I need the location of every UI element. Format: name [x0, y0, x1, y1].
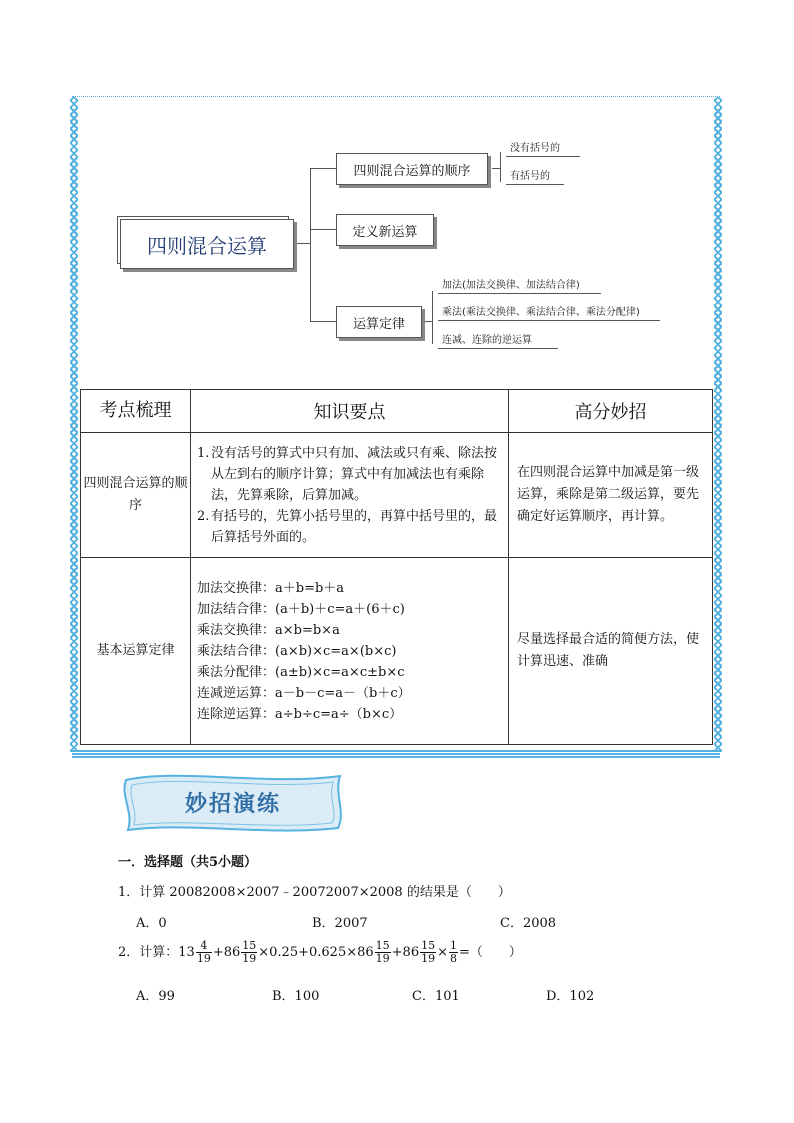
q2-option-d: D．102: [546, 989, 595, 1004]
row-tip: 在四则混合运算中加减是第一级运算，乘除是第二级运算，要先确定好运算顺序，再计算。: [509, 433, 713, 558]
header-points: 知识要点: [191, 390, 509, 433]
mindmap-leaf: 加法(加法交换律、加法结合律): [438, 276, 601, 294]
question-2-stem: 2．计算：13 $\frac{4}{19}$ +86 $\frac{15}{19}$ ×0.25+0.625×86 $\frac{15}{19}$ +86 $\frac{15}{19}$ × $\frac{1}{8}$ =（ ）: [118, 939, 522, 965]
mindmap-root: 四则混合运算: [120, 219, 294, 269]
banner-title: 妙招演练: [184, 791, 281, 817]
connector: [500, 152, 501, 182]
q2-option-a: A．99: [136, 989, 175, 1004]
fraction: $\frac{15}{19}$: [242, 939, 257, 965]
header-topic: 考点梳理: [81, 390, 191, 433]
law-item: 连除逆运算：a÷b÷c=a÷（b×c）: [197, 706, 403, 722]
q2-option-c: C．101: [412, 989, 460, 1004]
law-item: 加法结合律：(a＋b)＋c=a＋(6＋c): [197, 601, 405, 617]
q2-option-b: B．100: [272, 989, 320, 1004]
table-row: [81, 433, 713, 558]
mindmap-leaf: 乘法(乘法交换律、乘法结合律、乘法分配律): [438, 303, 660, 321]
q1-option-b: B．2007: [312, 916, 368, 931]
header-tips: 高分妙招: [509, 390, 713, 433]
mindmap-leaf: 连减、连除的逆运算: [438, 331, 558, 349]
connector: [310, 168, 311, 321]
table-row: [81, 558, 713, 745]
row-topic: 四则混合运算的顺序: [81, 433, 191, 558]
question-1-stem: 1．计算 20082008×2007﹣20072007×2008 的结果是（ ）: [118, 885, 511, 900]
point-item: 2. 有括号的，先算小括号里的，再算中括号里的，最后算括号外面的。: [197, 508, 498, 545]
connector: [432, 291, 433, 344]
mindmap-leaf: 没有括号的: [506, 139, 580, 157]
mind-map: [0, 0, 794, 380]
law-item: 乘法交换律：a×b=b×a: [197, 622, 340, 638]
frame-bottom-border: [72, 750, 720, 758]
q1-option-a: A．0: [136, 916, 167, 931]
fraction: $\frac{15}{19}$: [421, 939, 436, 965]
mindmap-branch-order: 四则混合运算的顺序: [336, 153, 488, 185]
mindmap-branch-laws: 运算定律: [336, 306, 422, 338]
mindmap-branch-new-operation: 定义新运算: [336, 214, 434, 246]
mindmap-leaf: 有括号的: [506, 167, 564, 185]
fraction: $\frac{4}{19}$: [196, 939, 211, 965]
law-item: 加法交换律：a＋b=b＋a: [197, 580, 345, 596]
q1-option-c: C．2008: [500, 916, 557, 931]
row-laws: [191, 558, 509, 745]
section-banner: [118, 770, 348, 834]
row-points: [191, 433, 509, 558]
knowledge-table: [80, 389, 713, 745]
table-header-row: [81, 390, 713, 433]
point-item: 1. 没有活号的算式中只有加、减法或只有乘、除法按从左到右的顺序计算；算式中有加减法也有乘除法，先算乘除，后算加减。: [197, 445, 498, 503]
connector: [492, 168, 500, 169]
connector: [424, 321, 432, 322]
row-topic: 基本运算定律: [81, 558, 191, 745]
law-item: 乘法结合律：(a×b)×c=a×(b×c): [197, 643, 397, 659]
connector: [310, 229, 336, 230]
fraction: $\frac{15}{19}$: [375, 939, 390, 965]
connector: [310, 321, 336, 322]
law-item: 连减逆运算：a－b－c=a－（b＋c）: [197, 685, 411, 701]
law-item: 乘法分配律：(a±b)×c=a×c±b×c: [197, 664, 405, 680]
row-tip: 尽量选择最合适的简便方法，使计算迅速、准确: [509, 558, 713, 745]
connector: [296, 243, 310, 244]
section-heading: 一．选择题（共5小题）: [118, 855, 258, 870]
connector: [310, 168, 336, 169]
fraction: $\frac{1}{8}$: [450, 939, 457, 965]
